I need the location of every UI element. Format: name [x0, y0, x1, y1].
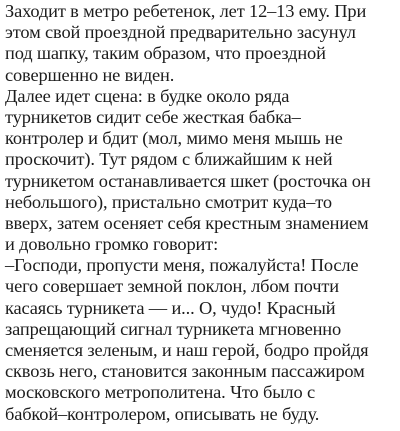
text-line: московского метрополитена. Что было с: [5, 382, 315, 403]
text-line: совершенно не виден.: [5, 64, 175, 85]
text-line: бабкой–контролером, описывать не буду.: [5, 403, 320, 424]
text-line: –Господи, пропусти меня, пожалуйста! После: [5, 255, 359, 276]
text-line: сквозь него, становится законным пассажиром: [5, 361, 365, 382]
story-text: [5, 1, 397, 425]
text-line: запрещающий сигнал турникета мгновенно: [5, 318, 342, 339]
text-line: проскочит). Тут рядом с ближайшим к ней: [5, 149, 333, 170]
text-line: под шапку, таким образом, что проездной: [5, 43, 326, 64]
text-line: контролер и бдит (мол, мимо меня мышь не: [5, 128, 343, 149]
text-line: чего совершает земной поклон, лбом почти: [5, 276, 339, 297]
text-line: турникетов сидит себе жесткая бабка–: [5, 106, 301, 127]
text-line: касаясь турникета — и... О, чудо! Красный: [5, 297, 336, 318]
text-line: сменяется зеленым, и наш герой, бодро пройдя: [5, 340, 369, 360]
text-line: Заходит в метро ребетенок, лет 12–13 ему. При: [5, 1, 367, 21]
text-line: турникетом останавливается шкет (росточка он: [5, 170, 371, 191]
text-line: и довольно громко говорит:: [5, 234, 219, 255]
text-line: вверх, затем осеняет себя крестным знамением: [5, 212, 369, 233]
text-line: Далее идет сцена: в будке около ряда: [5, 85, 290, 106]
text-line: этом свой проездной предварительно засунул: [5, 22, 356, 43]
text-line: небольшого), пристально смотрит куда–то: [5, 191, 332, 212]
